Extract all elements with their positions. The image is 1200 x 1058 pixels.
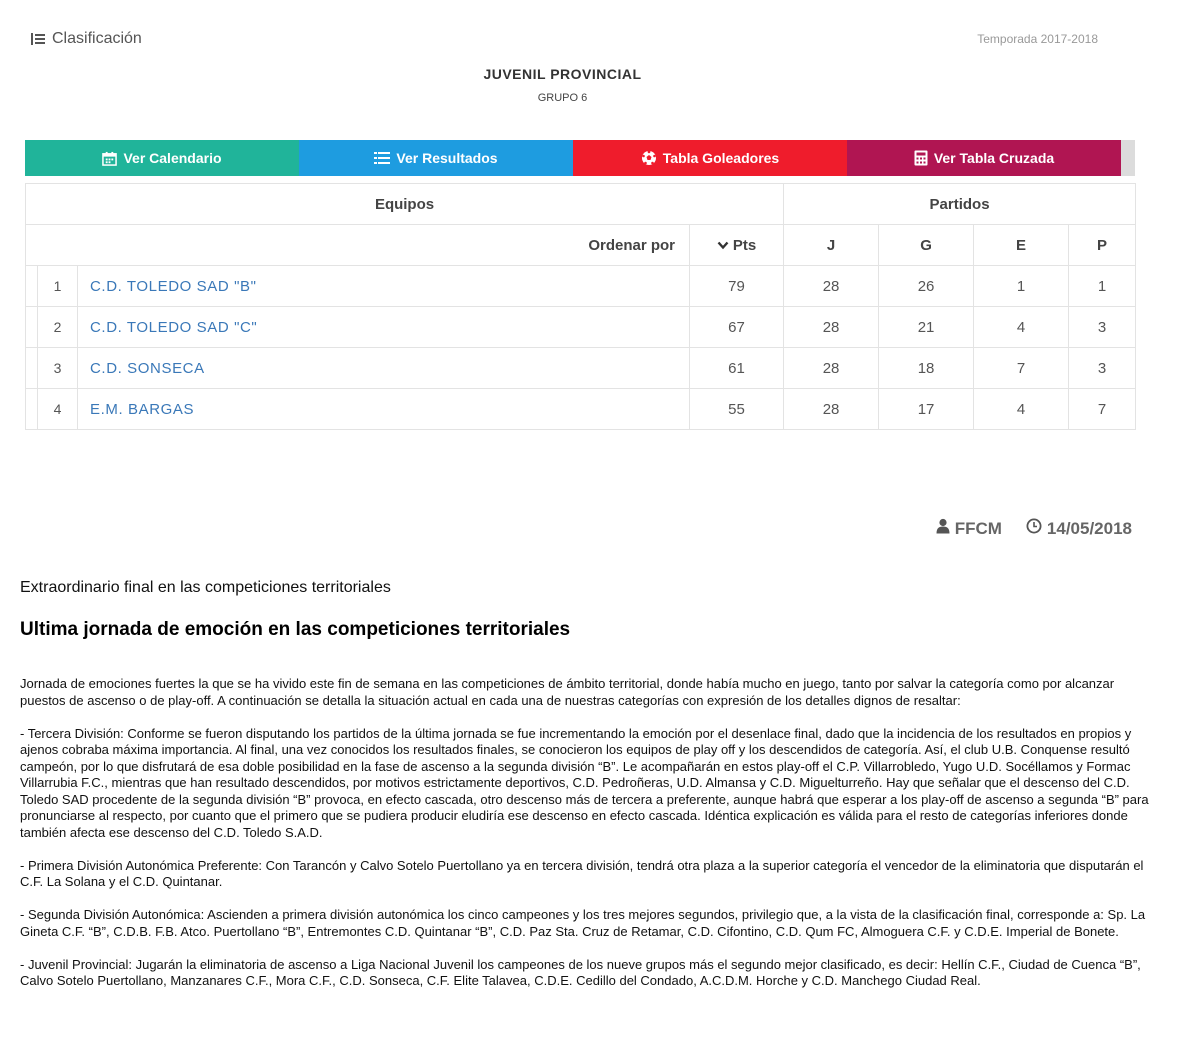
article-body [20,676,1155,1006]
results-button[interactable] [299,140,573,176]
article-headline: Ultima jornada de emoción en las competiciones territoriales [20,619,571,640]
standings-table [25,183,1136,430]
list-icon [30,31,46,47]
calendar-icon [102,151,117,166]
team-link[interactable]: C.D. TOLEDO SAD "C" [78,307,690,348]
lost-column-header[interactable]: P [1069,225,1136,266]
article-paragraph: - Tercera División: Conforme se fueron disputando los partidos de la última jornada se fue incrementando la emoción por el desenlace final, dado que la incidencia de los resultados en propios y ajenos cobraba máxima importancia. Al final, una vez conocidos los resultados finales, se conocieron los equipos de play off y los descendidos de categoría. Así, el club U.B. Conquense resultó campeón, por lo que disfrutará de esa doble posibilidad en la fase de ascenso a la segunda división “B”. Le acompañarán en estos play-off el C.P. Villarrobledo, Yugo U.D. Socéllamos y Formac Villarrubia F.C., mientras que han resultado descendidos, por motivos estrictamente deportivos, C.D. Pedroñeras, U.D. Almansa y C.D. Miguelturreño. Hay que señalar que el descenso del C.D. Toledo SAD procedente de la segunda división “B” provoca, en efecto cascada, otro descenso más de tercera a preferente, aunque habrá que esperar a los play-off de ascenso a segunda “B” para pronunciarse al respecto, por cuanto que el primero que se pudiera producir eludiría ese descenso en efecto cascada. Idéntica explicación es válida para el resto de categorías inferiores donde también afecta ese descenso del C.D. Toledo S.A.D. [20,725,1149,840]
table-row [26,348,1136,389]
drawn-column-header[interactable]: E [974,225,1069,266]
action-bar [25,140,1135,176]
row-spacer [26,348,38,389]
lost-cell: 3 [1069,307,1136,348]
team-link[interactable]: C.D. SONSECA [78,348,690,389]
points-cell: 67 [690,307,784,348]
won-cell: 17 [879,389,974,430]
article-paragraph: - Juvenil Provincial: Jugarán la eliminatoria de ascenso a Liga Nacional Juvenil los campeones de los nueve grupos más el segundo mejor clasificado, es decir: Hellín C.F., Ciudad de Cuenca “B”, Calvo Sotelo Puertollano, Manzanares C.F., Mora C.F., C.D. Sonseca, C.F. Elite Talavea, C.D.E. Cedillo del Condado, A.C.D.M. Horche y C.D. Manchego Ciudad Real. [20,956,1141,988]
competition-title: JUVENIL PROVINCIAL [483,66,642,82]
cross-table-button[interactable] [847,140,1121,176]
position-cell: 1 [38,266,78,307]
list-icon [374,151,390,165]
won-cell: 21 [879,307,974,348]
competition-group: GRUPO 6 [537,92,588,104]
lost-cell: 7 [1069,389,1136,430]
article-kicker: Extraordinario final en las competiciones territoriales [20,579,391,596]
clock-icon [1026,518,1042,539]
action-bar-end [1121,140,1135,176]
soccer-ball-icon [641,150,657,166]
cross-table-button-label: Ver Tabla Cruzada [933,150,1055,166]
calculator-icon [914,150,928,166]
won-cell: 26 [879,266,974,307]
column-header-row [26,225,1136,266]
author-name: FFCM [954,518,1002,538]
drawn-cell: 1 [974,266,1069,307]
article-paragraph: - Primera División Autonómica Preferente: Con Tarancón y Calvo Sotelo Puertollano ya en tercera división, tendrá otra plaza a la superior categoría el vencedor de la eliminatoria que disputarán el C.F. La Solana y el C.D. Quintanar. [20,857,1144,889]
table-row [26,307,1136,348]
played-cell: 28 [784,266,879,307]
chevron-down-icon [717,237,729,254]
page-title-text: Clasificación [52,30,142,47]
page-title [30,30,142,48]
points-cell: 55 [690,389,784,430]
author-meta [936,518,1002,539]
season-label: Temporada 2017-2018 [977,32,1098,46]
points-cell: 79 [690,266,784,307]
group-header-row [26,184,1136,225]
row-spacer [26,307,38,348]
sort-by-label: Ordenar por [26,225,690,266]
drawn-cell: 4 [974,307,1069,348]
played-cell: 28 [784,348,879,389]
played-column-header[interactable]: J [784,225,879,266]
drawn-cell: 4 [974,389,1069,430]
results-button-label: Ver Resultados [396,150,498,166]
calendar-button[interactable] [25,140,299,176]
row-spacer [26,266,38,307]
lost-cell: 3 [1069,348,1136,389]
drawn-cell: 7 [974,348,1069,389]
table-row [26,266,1136,307]
played-cell: 28 [784,307,879,348]
won-cell: 18 [879,348,974,389]
article-paragraph: Jornada de emociones fuertes la que se ha vivido este fin de semana en las competiciones de ámbito territorial, donde había mucho en juego, tanto por salvar la categoría como por alcanzar puestos de ascenso o de play-off. A continuación se detalla la situación actual en cada una de nuestras categorías con expresión de los detalles dignos de resaltar: [20,676,1115,708]
calendar-button-label: Ver Calendario [123,150,222,166]
team-link[interactable]: E.M. BARGAS [78,389,690,430]
date-meta [1026,518,1132,539]
lost-cell: 1 [1069,266,1136,307]
article-paragraph: - Segunda División Autonómica: Ascienden a primera división autonómica los cinco campeones y los tres mejores segundos, privilegio que, a la vista de la clasificación final, corresponde a: Sp. La Gineta C.F. “B”, C.D.B. F.B. Atco. Puertollano “B”, Entremontes C.D. Quintanar “B”, C.D. Paz Sta. Cruz de Retamar, C.D. Cifontino, C.D. Qum FC, Almoguera C.F. y C.D.E. Imperial de Bonete. [20,907,1146,939]
won-column-header[interactable]: G [879,225,974,266]
points-column-header[interactable] [690,225,784,266]
matches-header: Partidos [784,184,1136,225]
position-cell: 3 [38,348,78,389]
publish-date: 14/05/2018 [1046,518,1132,538]
scorers-button[interactable] [573,140,847,176]
points-column-label: Pts [732,236,757,254]
table-row [26,389,1136,430]
points-cell: 61 [690,348,784,389]
article-meta [936,518,1132,539]
scorers-button-label: Tabla Goleadores [662,150,780,166]
position-cell: 4 [38,389,78,430]
user-icon [936,518,950,539]
row-spacer [26,389,38,430]
position-cell: 2 [38,307,78,348]
team-link[interactable]: C.D. TOLEDO SAD "B" [78,266,690,307]
teams-header: Equipos [26,184,784,225]
played-cell: 28 [784,389,879,430]
